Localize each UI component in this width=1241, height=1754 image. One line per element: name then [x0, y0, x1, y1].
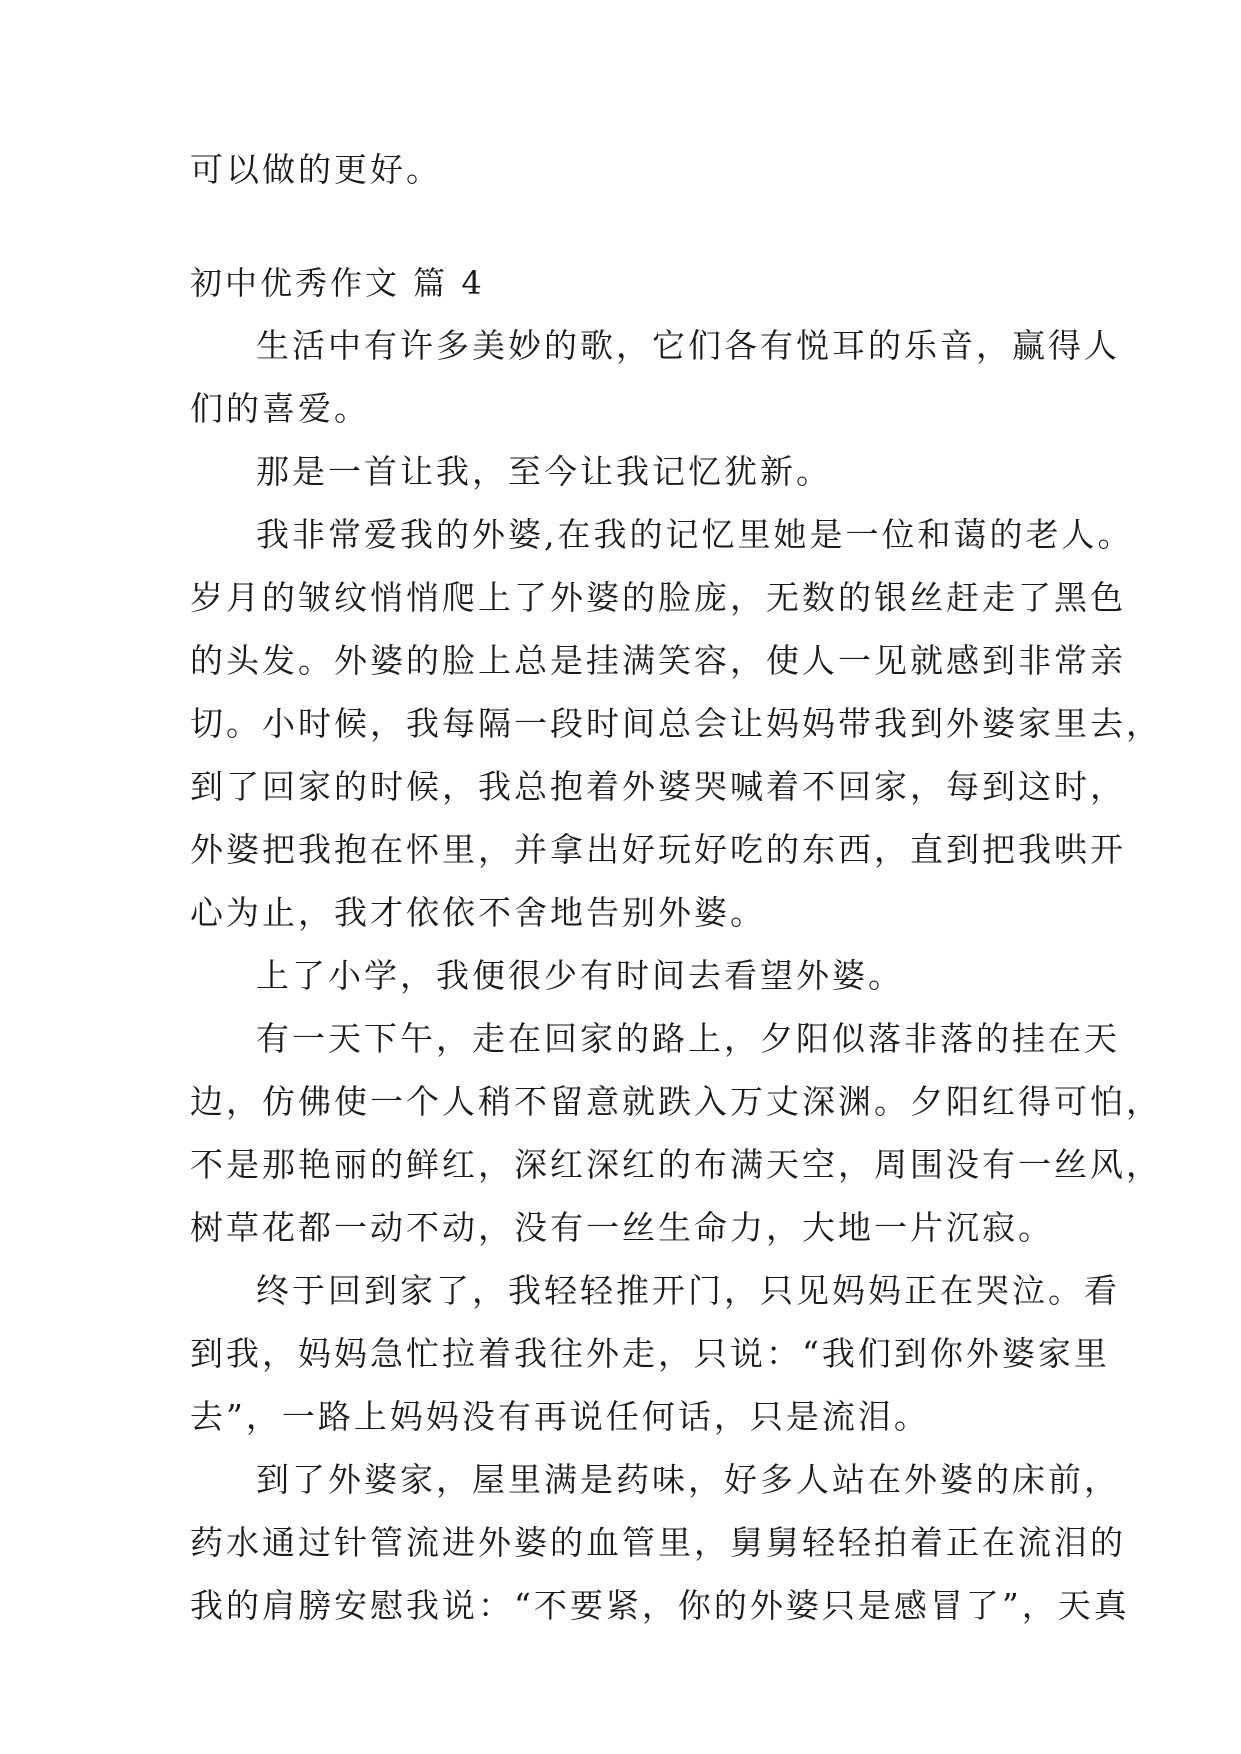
paragraph-line: 的头发。外婆的脸上总是挂满笑容，使人一见就感到非常亲	[190, 641, 1126, 680]
paragraph-line: 去”，一路上妈妈没有再说任何话，只是流泪。	[190, 1397, 930, 1436]
paragraph-line: 树草花都一动不动，没有一丝生命力，大地一片沉寂。	[190, 1208, 1054, 1247]
paragraph-line: 到我，妈妈急忙拉着我往外走，只说：“我们到你外婆家里	[190, 1334, 1110, 1373]
paragraph	[190, 1271, 1120, 1460]
paragraph-line: 边，仿佛使一个人稍不留意就跌入万丈深渊。夕阳红得可怕，	[190, 1082, 1162, 1121]
paragraph-line: 到了外婆家，屋里满是药味，好多人站在外婆的床前，	[256, 1460, 1120, 1499]
paragraph-line: 切。小时候，我每隔一段时间总会让妈妈带我到外婆家里去，	[190, 704, 1162, 743]
paragraph	[190, 452, 1060, 515]
section-gap	[190, 213, 1060, 263]
paragraph-line: 岁月的皱纹悄悄爬上了外婆的脸庞，无数的银丝赶走了黑色	[190, 578, 1126, 617]
paragraph-line: 上了小学，我便很少有时间去看望外婆。	[256, 956, 904, 995]
paragraph-line: 那是一首让我，至今让我记忆犹新。	[256, 452, 832, 491]
paragraph-line: 到了回家的时候，我总抱着外婆哭喊着不回家，每到这时，	[190, 767, 1126, 806]
paragraph	[190, 956, 1060, 1019]
paragraph-line: 终于回到家了，我轻轻推开门，只见妈妈正在哭泣。看	[256, 1271, 1120, 1310]
paragraph-line: 们的喜爱。	[190, 389, 370, 428]
paragraph	[190, 1019, 1162, 1271]
section-title: 初中优秀作文 篇 4	[190, 264, 485, 302]
paragraph-line: 不是那艳丽的鲜红，深红深红的布满天空，周围没有一丝风，	[190, 1145, 1162, 1184]
paragraph-line: 药水通过针管流进外婆的血管里，舅舅轻轻拍着正在流泪的	[190, 1523, 1126, 1562]
paragraph	[190, 326, 1120, 452]
paragraph	[190, 515, 1162, 956]
paragraph-line: 我非常爱我的外婆,在我的记忆里她是一位和蔼的老人。	[256, 515, 1134, 554]
document-page	[190, 150, 1162, 1649]
paragraph-line: 有一天下午，走在回家的路上，夕阳似落非落的挂在天	[256, 1019, 1120, 1058]
paragraph-line: 生活中有许多美妙的歌，它们各有悦耳的乐音，赢得人	[256, 326, 1120, 365]
paragraph-line: 外婆把我抱在怀里，并拿出好玩好吃的东西，直到把我哄开	[190, 830, 1126, 869]
intro-tail-line: 可以做的更好。	[190, 150, 442, 189]
paragraph-line: 心为止，我才依依不舍地告别外婆。	[190, 893, 766, 932]
paragraph	[190, 1460, 1130, 1649]
paragraph-line: 我的肩膀安慰我说：“不要紧，你的外婆只是感冒了”，天真	[190, 1586, 1130, 1625]
